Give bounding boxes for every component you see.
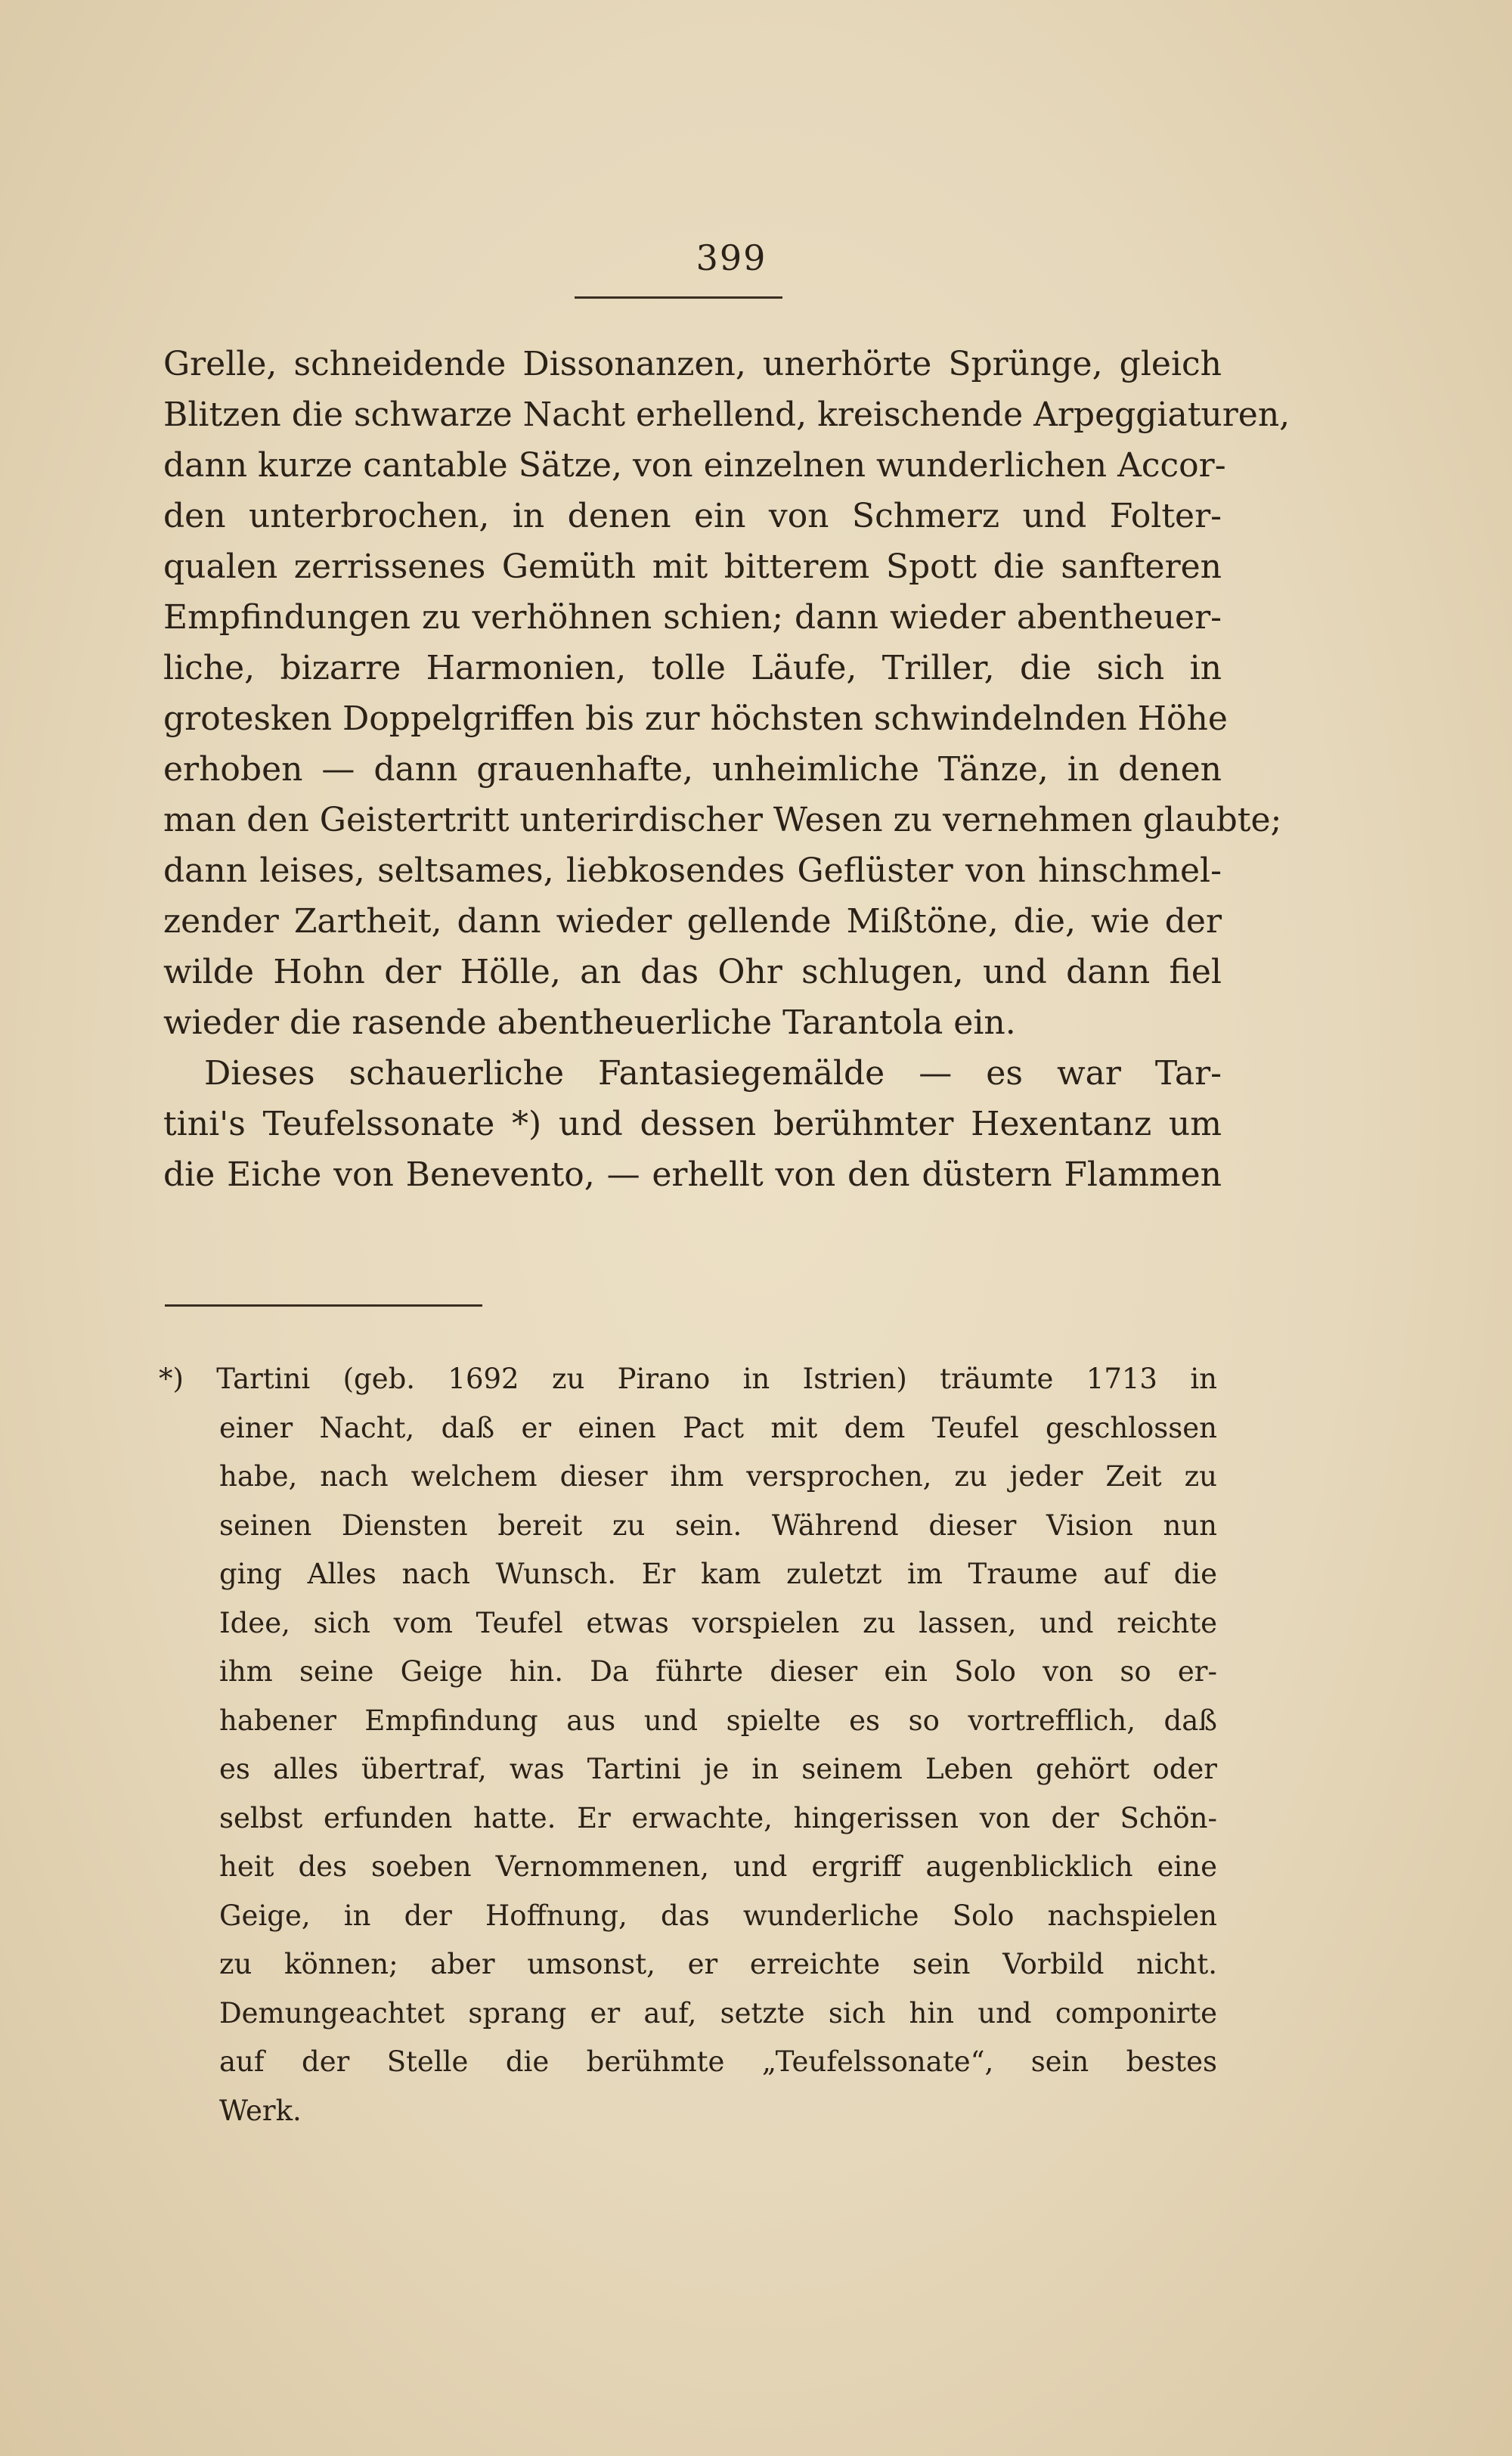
text-line: tini's Teufelssonate *) und dessen berühmter Hexentanz um (163, 1105, 1222, 1143)
footnote-line: ging Alles nach Wunsch. Er kam zuletzt im Traume auf die (219, 1558, 1217, 1590)
text-line: grotesken Doppelgriffen bis zur höchsten schwindelnden Höhe (163, 699, 1228, 738)
footnote-line: habe, nach welchem dieser ihm versprochen, zu jeder Zeit zu (219, 1460, 1217, 1493)
text-line: Grelle, schneidende Dissonanzen, unerhörte Sprünge, gleich (163, 345, 1222, 383)
text-line: die Eiche von Benevento, — erhellt von den düstern Flammen (163, 1155, 1222, 1194)
footnote-line: Demungeachtet sprang er auf, setzte sich hin und componirte (219, 1996, 1217, 2030)
footnote-line: seinen Diensten bereit zu sein. Während dieser Vision nun (219, 1509, 1217, 1542)
text-line: qualen zerrissenes Gemüth mit bitterem Spott die sanfteren (163, 547, 1222, 586)
text-line: wilde Hohn der Hölle, an das Ohr schlugen, und dann fiel (163, 953, 1222, 991)
footnote-rule (165, 1304, 482, 1307)
text-line: Empfindungen zu verhöhnen schien; dann wieder abentheuer- (163, 598, 1222, 637)
footnote-line: ihm seine Geige hin. Da führte dieser ein Solo von so er- (219, 1655, 1217, 1688)
footnote-line: Idee, sich vom Teufel etwas vorspielen zu lassen, und reichte (219, 1606, 1217, 1639)
footnote-line: heit des soeben Vernommenen, und ergriff augenblicklich eine (219, 1850, 1217, 1883)
text-line: Dieses schauerliche Fantasiegemälde — es war Tar- (204, 1054, 1222, 1093)
text-line: den unterbrochen, in denen ein von Schmerz und Folter- (163, 497, 1222, 535)
footnote-line: habener Empfindung aus und spielte es so vortrefflich, daß (219, 1704, 1217, 1737)
text-line: wieder die rasende abentheuerliche Tarantola ein. (163, 1003, 1016, 1042)
footnote-line: Geige, in der Hoffnung, das wunderliche Solo nachspielen (219, 1899, 1217, 1932)
main-text-block (163, 339, 1290, 1200)
footnote-line: *) Tartini (geb. 1692 zu Pirano in Istrien) träumte 1713 in (159, 1363, 1217, 1395)
text-line: liche, bizarre Harmonien, tolle Läufe, Triller, die sich in (163, 649, 1222, 687)
footnote-line: auf der Stelle die berühmte „Teufelssonate“, sein bestes (219, 2045, 1217, 2078)
text-line: zender Zartheit, dann wieder gellende Mißtöne, die, wie der (163, 902, 1222, 941)
page-number: 399 (696, 237, 767, 278)
text-line: erhoben — dann grauenhafte, unheimliche Tänze, in denen (163, 750, 1222, 789)
footnote-line: es alles übertraf, was Tartini je in seinem Leben gehört oder (219, 1753, 1217, 1785)
text-line: dann kurze cantable Sätze, von einzelnen wunderlichen Accor- (163, 446, 1226, 485)
text-line: Blitzen die schwarze Nacht erhellend, kreischende Arpeggiaturen, (163, 395, 1290, 434)
text-line: dann leises, seltsames, liebkosendes Geflüster von hinschmel- (163, 851, 1222, 890)
text-line: man den Geistertritt unterirdischer Wesen zu vernehmen glaubte; (163, 801, 1282, 839)
footnote-line: Werk. (219, 2094, 302, 2127)
footnote-line: einer Nacht, daß er einen Pact mit dem Teufel geschlossen (219, 1411, 1217, 1444)
footnote-line: selbst erfunden hatte. Er erwachte, hingerissen von der Schön- (219, 1801, 1217, 1834)
header-rule (575, 296, 782, 299)
footnote-block (159, 1355, 1217, 2135)
footnote-line: zu können; aber umsonst, er erreichte sein Vorbild nicht. (219, 1948, 1217, 1980)
